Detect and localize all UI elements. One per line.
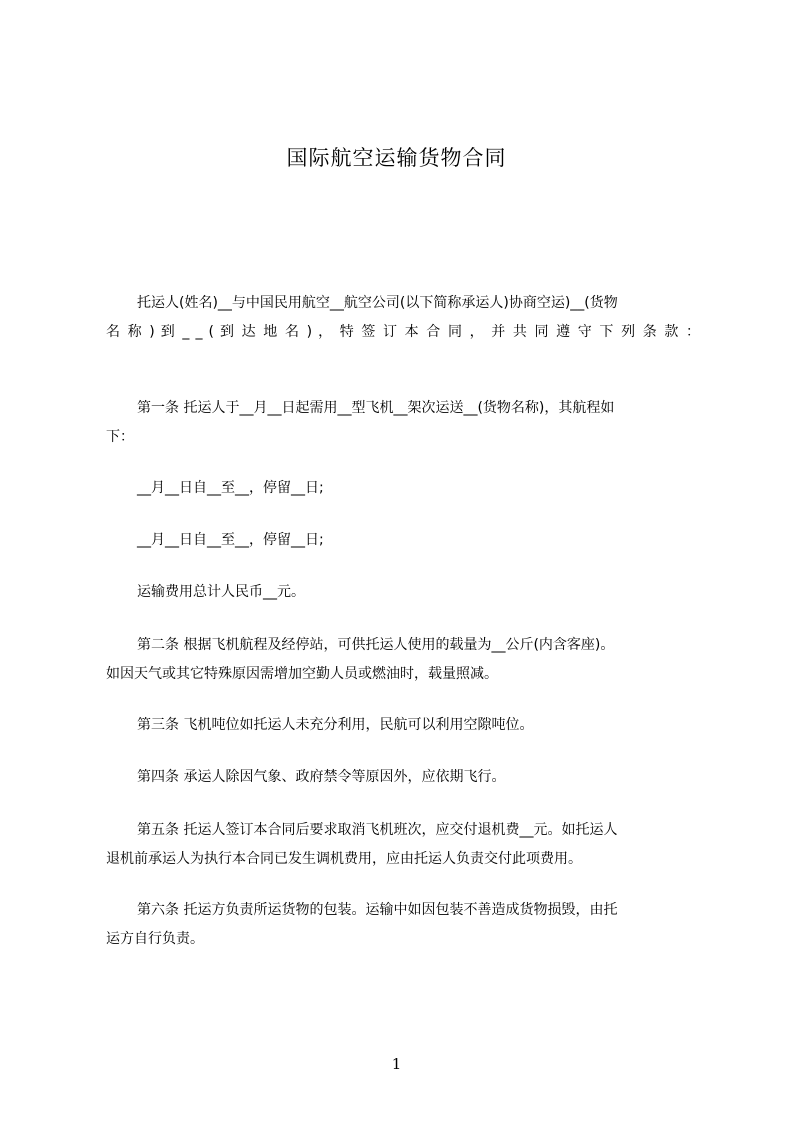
article-1-line-2: 下： (106, 429, 134, 445)
fee-line: 运输费用总计人民币__元。 (137, 584, 305, 600)
article-2-line-1: 第二条 根据飞机航程及经停站，可供托运人使用的载量为__公斤(内含客座)。 (137, 637, 615, 653)
preamble-line-2: 名 称 ) 到 _ _ ( 到 达 地 名 ) ， 特 签 订 本 合 同 ， 并 共 同 遵 守 下 列 条 款 ： (106, 324, 700, 340)
article-5-line-1: 第五条 托运人签订本合同后要求取消飞机班次，应交付退机费__元。如托运人 (137, 822, 618, 838)
article-5-paragraph (106, 816, 700, 874)
article-2-line-2: 如因天气或其它特殊原因需增加空勤人员或燃油时，载量照减。 (106, 666, 498, 682)
article-1-line-1: 第一条 托运人于__月__日起需用__型飞机__架次运送__(货物名称)，其航程如 (137, 400, 615, 416)
preamble-line-1: 托运人(姓名)__与中国民用航空__航空公司(以下简称承运人)协商空运)__(货物 (137, 295, 618, 311)
article-4-paragraph: 第四条 承运人除因气象、政府禁令等原因外，应依期飞行。 (137, 769, 506, 785)
article-2-paragraph (106, 631, 700, 689)
article-5-line-2: 退机前承运人为执行本合同已发生调机费用，应由托运人负责交付此项费用。 (106, 851, 582, 867)
route-line-1: __月__日自__至__，停留__日; (137, 480, 324, 496)
article-6-paragraph (106, 896, 700, 954)
article-6-line-1: 第六条 托运方负责所运货物的包装。运输中如因包装不善造成货物损毁，由托 (137, 902, 618, 918)
article-6-line-2: 运方自行负责。 (106, 931, 204, 947)
preamble-paragraph (106, 289, 700, 347)
route-line-2: __月__日自__至__，停留__日; (137, 532, 324, 548)
page-number: 1 (391, 1055, 402, 1073)
document-title: 国际航空运输货物合同 (286, 146, 507, 170)
article-1-paragraph (106, 394, 700, 452)
article-3-paragraph: 第三条 飞机吨位如托运人未充分利用，民航可以利用空隙吨位。 (137, 717, 534, 733)
